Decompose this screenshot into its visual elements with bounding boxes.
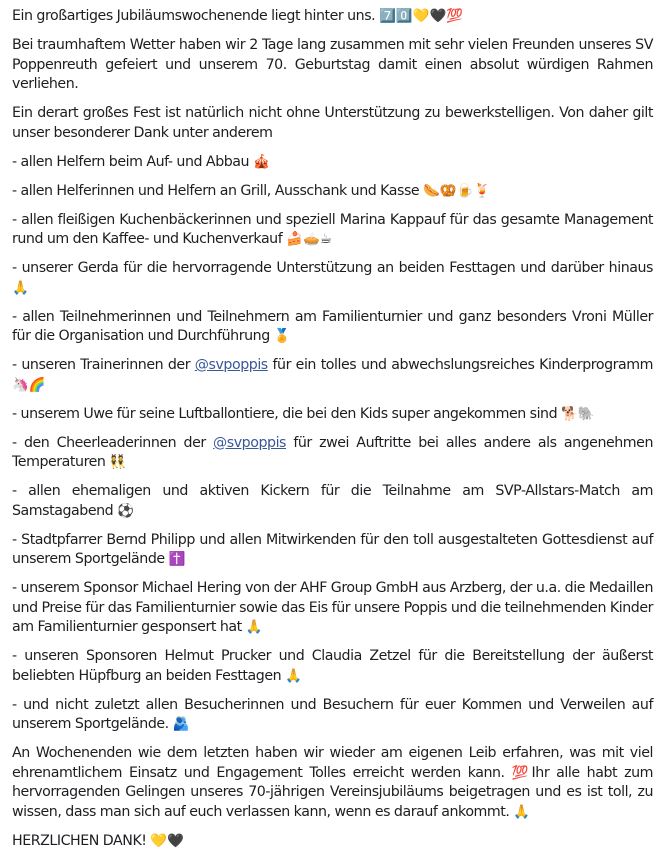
paragraph-text: - allen ehemaligen und aktiven Kickern für die Teilnahme am SVP-Allstars-Match am Samstagabend — [12, 483, 653, 519]
post-paragraph — [12, 7, 653, 27]
paragraph-text: - allen Helferinnen und Helfern an Grill, Ausschank und Kasse — [12, 183, 423, 199]
post-paragraph — [12, 259, 653, 298]
post-paragraph — [12, 211, 653, 250]
post-paragraph — [12, 696, 653, 735]
paragraph-text: - unseren Trainerinnen der — [12, 357, 195, 373]
unicorn-rainbow-emoji: 🦄🌈 — [12, 377, 46, 393]
paragraph-text: - und nicht zuletzt allen Besucherinnen und Besuchern für euer Kommen und Verweilen auf unserem Sportgelände. — [12, 697, 653, 733]
heart-emoji: 💛🖤 — [150, 833, 184, 849]
post-paragraph — [12, 405, 653, 425]
paragraph-text: - allen Teilnehmerinnen und Teilnehmern am Familienturnier und ganz besonders Vroni Müller für die Organisation und Durchführung — [12, 309, 653, 345]
post-paragraph — [12, 434, 653, 473]
paragraph-text: An Wochenenden wie dem letzten haben wir wieder am eigenen Leib erfahren, was mit viel ehrenamtlichem Einsatz und Engagement Tolles erreicht werden kann. — [12, 745, 653, 781]
paragraph-text: - unserer Gerda für die hervorragende Unterstützung an beiden Festtagen und darüber hinaus — [12, 260, 653, 276]
paragraph-text: für zwei Auftritte bei alles andere als angenehmen Temperaturen — [12, 435, 653, 471]
dog-elephant-emoji: 🐕🐘 — [561, 406, 595, 422]
tent-emoji: 🎪 — [253, 154, 270, 170]
folded-hands-emoji: 🙏 — [513, 804, 530, 820]
paragraph-text: Ein derart großes Fest ist natürlich nicht ohne Unterstützung zu bewerkstelligen. Von daher gilt unser besonderer Dank unter anderem — [12, 105, 653, 141]
post-paragraph — [12, 356, 653, 395]
mention-svpoppis-link[interactable]: @svpoppis — [195, 357, 268, 373]
medal-emoji: 🏅 — [274, 328, 291, 344]
dancers-emoji: 👯 — [109, 454, 126, 470]
food-drink-emoji: 🌭🥨🍺🍹 — [423, 183, 490, 199]
paragraph-text: - unserem Sponsor Michael Hering von der AHF Group GmbH aus Arzberg, der u.a. die Medaillen und Preise für das Familienturnier sowie das Eis für unsere Poppis und die teilnehmenden Kinder am Familienturnier gesponsert hat — [12, 580, 653, 635]
folded-hands-emoji: 🙏 — [12, 280, 29, 296]
hug-emoji: 🫂 — [173, 716, 190, 732]
post-paragraph — [12, 744, 653, 822]
soccer-ball-emoji: ⚽ — [117, 503, 134, 519]
paragraph-text: Ihr alle habt zum hervorragenden Gelingen unseres 70-jährigen Vereinsjubiläums beigetragen und es ist toll, zu wissen, dass man sich auf euch verlassen kann, wenn es darauf ankommt. — [12, 765, 653, 820]
folded-hands-emoji: 🙏 — [285, 668, 302, 684]
paragraph-text: - unseren Sponsoren Helmut Prucker und Claudia Zetzel für die Bereitstellung der äußerst beliebten Hüpfburg an beiden Festtagen — [12, 648, 653, 684]
post-paragraph — [12, 482, 653, 521]
paragraph-text: - Stadtpfarrer Bernd Philipp und allen Mitwirkenden für den toll ausgestalteten Gottesdienst auf unserem Sportgelände — [12, 532, 653, 568]
post-paragraph — [12, 579, 653, 638]
post-paragraph — [12, 647, 653, 686]
paragraph-text: - unserem Uwe für seine Luftballontiere, die bei den Kids super angekommen sind — [12, 406, 561, 422]
paragraph-text: - allen Helfern beim Auf- und Abbau — [12, 154, 253, 170]
folded-hands-emoji: 🙏 — [246, 619, 263, 635]
hundred-points-emoji: 💯 — [512, 765, 532, 781]
post-paragraph — [12, 531, 653, 570]
post-paragraph — [12, 832, 653, 851]
cake-coffee-emoji: 🍰🥧☕ — [286, 231, 332, 247]
paragraph-text: - den Cheerleaderinnen der — [12, 435, 213, 451]
paragraph-text: für ein tolles und abwechslungsreiches Kinderprogramm — [268, 357, 653, 373]
paragraph-text: - allen fleißigen Kuchenbäckerinnen und speziell Marina Kappauf für das gesamte Management rund um den Kaffee- und Kuchenverkauf — [12, 212, 653, 248]
post-paragraph — [12, 104, 653, 143]
post-paragraph — [12, 153, 653, 173]
post-paragraph — [12, 36, 653, 95]
anniversary-emoji: 7️⃣0️⃣💛🖤💯 — [379, 8, 463, 24]
paragraph-text: Bei traumhaftem Wetter haben wir 2 Tage lang zusammen mit sehr vielen Freunden unseres SV Poppenreuth gefeiert und unserem 70. Geburtstag damit einen absolut würdigen Rahmen verliehen. — [12, 37, 653, 92]
paragraph-text: Ein großartiges Jubiläumswochenende liegt hinter uns. — [12, 8, 379, 24]
post-paragraph — [12, 308, 653, 347]
cross-emoji: ✝️ — [169, 551, 186, 567]
mention-svpoppis-link[interactable]: @svpoppis — [213, 435, 286, 451]
post-paragraph — [12, 182, 653, 202]
paragraph-text: HERZLICHEN DANK! — [12, 833, 150, 849]
